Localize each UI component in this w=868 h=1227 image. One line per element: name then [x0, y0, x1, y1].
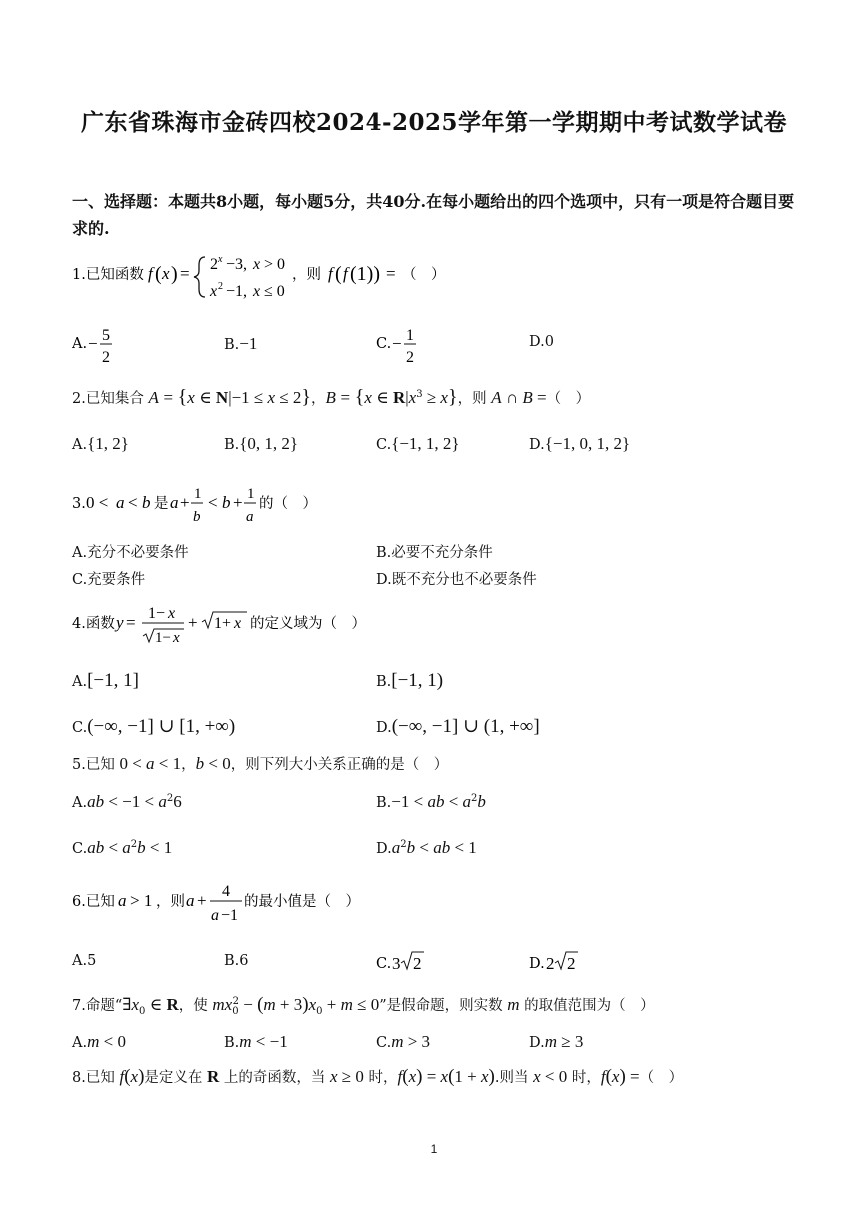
q4-option-a: A.[−1, 1] — [72, 670, 139, 691]
q3-option-a: A.充分不必要条件 — [72, 545, 189, 561]
svg-text:): ) — [171, 263, 178, 285]
svg-text:的定义域为（ ）: 的定义域为（ ） — [250, 616, 366, 632]
svg-text:1: 1 — [194, 486, 202, 502]
svg-text:3: 3 — [392, 954, 401, 973]
svg-text:−3,: −3, — [226, 256, 248, 273]
question-7: 7.命题“$\exists x_0$ ∈ R，使 $mx_0^2 - (m + 3)x_0 + m \le 0$”是假命题，则实数 m 的取值范围为（ ） — [72, 994, 655, 1017]
svg-text:+: + — [188, 613, 198, 632]
question-3 — [72, 480, 342, 532]
q5-option-b: B.−1 < ab < $a^2b$ — [376, 792, 486, 811]
svg-text:a: a — [170, 493, 179, 512]
question-1 — [72, 252, 492, 308]
svg-text:2: 2 — [218, 281, 223, 292]
svg-text:C.: C. — [376, 956, 392, 972]
svg-text:A.: A. — [72, 336, 88, 352]
q4-option-d: D.(−∞, −1] ∪ (1, +∞] — [376, 716, 540, 737]
svg-text:x: x — [218, 254, 223, 265]
svg-text:4.函数: 4.函数 — [72, 616, 115, 632]
q6-option-c — [376, 948, 436, 980]
svg-text:+: + — [180, 493, 190, 512]
svg-text:a: a — [186, 891, 195, 910]
svg-text:4: 4 — [222, 883, 230, 900]
q2-option-c: C.{−1, 1, 2} — [376, 434, 460, 453]
svg-text:+: + — [233, 493, 243, 512]
svg-text:6.已知: 6.已知 — [72, 894, 115, 910]
q3-option-d: D.既不充分也不必要条件 — [376, 572, 537, 588]
svg-text:是: 是 — [154, 496, 169, 512]
svg-text:f: f — [148, 264, 153, 283]
svg-text:（ ）: （ ） — [402, 267, 446, 283]
svg-text:b: b — [142, 493, 151, 512]
svg-text:b: b — [193, 509, 201, 525]
svg-text:y: y — [116, 613, 124, 632]
svg-text:x: x — [210, 283, 218, 300]
svg-text:=: = — [180, 264, 190, 283]
question-5: 5.已知 0 < a < 1，b < 0，则下列大小关系正确的是（ ） — [72, 754, 449, 773]
svg-text:2: 2 — [567, 954, 576, 973]
svg-text:3.: 3. — [72, 496, 86, 512]
question-1-text — [72, 252, 492, 304]
svg-text:a: a — [246, 509, 254, 525]
svg-text:f: f — [343, 264, 348, 283]
q1-option-b: B.−1 — [224, 334, 258, 353]
svg-text:b: b — [222, 493, 231, 512]
svg-text:−1: −1 — [221, 907, 239, 924]
svg-text:5: 5 — [102, 327, 110, 344]
svg-text:x: x — [162, 264, 170, 283]
svg-text:，则: ，则 — [156, 894, 185, 910]
svg-text:1−: 1− — [148, 605, 166, 622]
q7-option-a: A.m < 0 — [72, 1032, 126, 1051]
svg-text:≤ 0: ≤ 0 — [264, 283, 285, 300]
svg-text:D.: D. — [529, 956, 545, 972]
svg-text:2: 2 — [102, 349, 110, 366]
question-4 — [72, 600, 392, 654]
svg-text:a: a — [211, 907, 219, 924]
q5-option-d: $D.a^2b$ < ab < 1 — [376, 838, 477, 857]
q1-option-a — [72, 324, 132, 372]
q2-option-d: D.{−1, 0, 1, 2} — [529, 434, 631, 453]
q2-option-a: A.{1, 2} — [72, 434, 129, 453]
svg-text:f: f — [328, 264, 333, 283]
q1-option-c — [376, 324, 436, 372]
svg-text:> 0: > 0 — [264, 256, 286, 273]
svg-text:x: x — [173, 630, 180, 646]
svg-text:(: ( — [335, 263, 342, 285]
svg-text:的最小值是（ ）: 的最小值是（ ） — [244, 894, 360, 910]
svg-text:x: x — [234, 615, 242, 632]
svg-text:−1,: −1, — [226, 283, 248, 300]
page-title: 广东省珠海市金砖四校2024-2025学年第一学期期中考试数学试卷 — [80, 109, 788, 136]
svg-text:a: a — [116, 493, 125, 512]
q7-option-c: C.m > 3 — [376, 1032, 431, 1051]
svg-text:<: < — [208, 493, 218, 512]
svg-text:1: 1 — [406, 327, 414, 344]
svg-text:1.已知函数: 1.已知函数 — [72, 267, 144, 283]
svg-text:=: = — [126, 613, 136, 632]
svg-text:2: 2 — [413, 954, 422, 973]
svg-text:的（ ）: 的（ ） — [259, 496, 317, 512]
svg-text:0 <: 0 < — [86, 493, 109, 512]
q6-option-a: A.5 — [72, 953, 97, 969]
svg-text:a: a — [118, 891, 127, 910]
svg-text:x: x — [168, 605, 176, 622]
svg-text:1: 1 — [247, 486, 255, 502]
svg-text:x: x — [253, 256, 261, 273]
svg-text:+: + — [197, 891, 207, 910]
q6-option-d — [529, 948, 589, 980]
svg-text:1−: 1− — [155, 630, 171, 646]
q7-option-b: B.m < −1 — [224, 1032, 288, 1051]
svg-text:−: − — [88, 334, 98, 353]
svg-text:<: < — [128, 493, 138, 512]
svg-text:x: x — [253, 283, 261, 300]
q6-option-b: B.6 — [224, 953, 249, 969]
question-2: 2.已知集合 A = {x ∈ N|−1 ≤ x ≤ 2}，B = {x ∈ $R|x^3 \ge x$}，则 A ∩ B =（ ） — [72, 386, 591, 408]
question-8: 8.已知 f(x)是定义在 R 上的奇函数，当 x ≥ 0 时，f(x) = x(1 + x).则当 x < 0 时，f(x) =（ ） — [72, 1066, 684, 1087]
svg-text:−: − — [392, 334, 402, 353]
q2-option-b: B.{0, 1, 2} — [224, 434, 299, 453]
svg-text:1+: 1+ — [214, 615, 232, 632]
svg-text:2: 2 — [546, 954, 555, 973]
section-heading: 一、选择题：本题共8小题，每小题5分，共40分.在每小题给出的四个选项中，只有一项是符合题目要求的. — [72, 192, 795, 238]
q3-option-c: C.充要条件 — [72, 572, 146, 588]
svg-text:2: 2 — [210, 256, 218, 273]
question-6 — [72, 878, 392, 932]
svg-text:2: 2 — [406, 349, 414, 366]
svg-text:C.: C. — [376, 336, 392, 352]
q5-option-a: $A.ab < -1 < a^26$ — [72, 792, 182, 811]
q1-option-d: D.0 — [529, 334, 554, 350]
page-number: 1 — [430, 1142, 438, 1156]
svg-text:(: ( — [155, 263, 162, 285]
q7-option-d: D.m ≥ 3 — [529, 1032, 584, 1051]
q4-option-c: C.(−∞, −1] ∪ [1, +∞) — [72, 716, 236, 737]
svg-text:=: = — [386, 264, 396, 283]
q5-option-c: $C.ab < a^2b < 1$ — [72, 838, 173, 857]
svg-text:，则: ，则 — [292, 267, 321, 283]
svg-text:> 1: > 1 — [130, 891, 153, 910]
q4-option-b: B.[−1, 1) — [376, 670, 444, 691]
svg-text:(1)): (1)) — [350, 263, 380, 285]
q3-option-b: B.必要不充分条件 — [376, 545, 493, 561]
